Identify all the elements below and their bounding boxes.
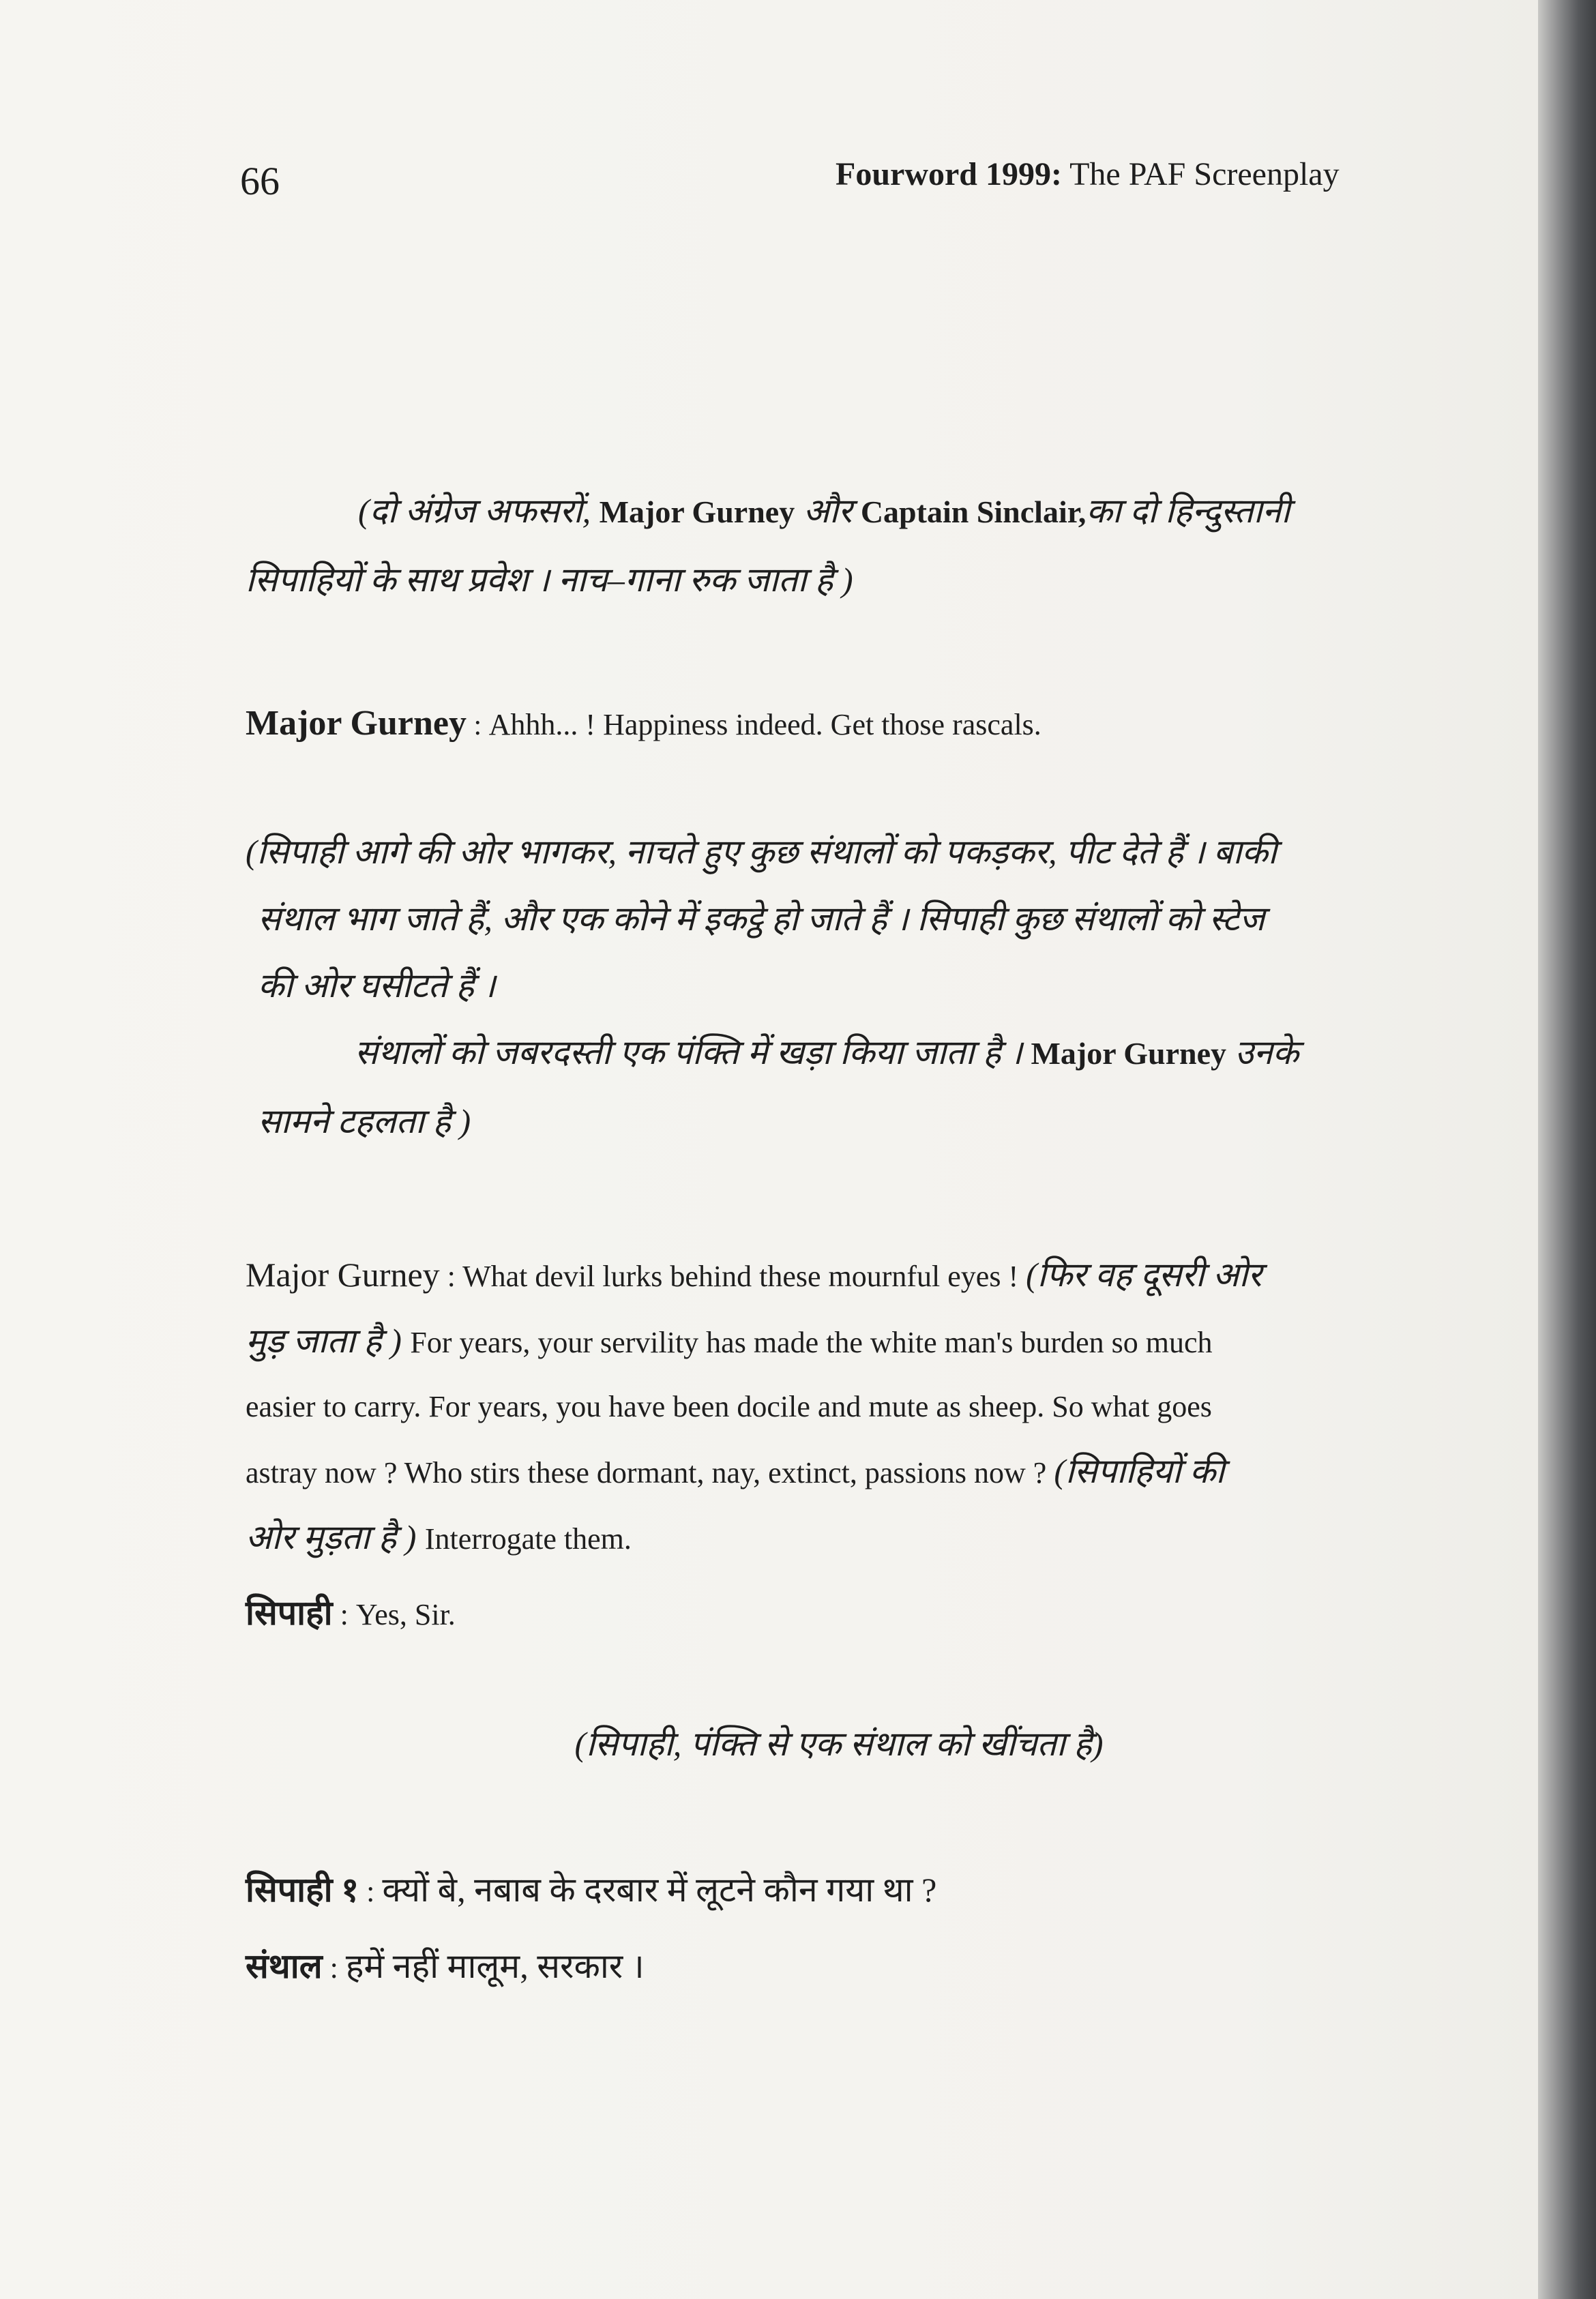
dialogue-santhal: संथाल : हमें नहीं मालूम, सरकार । (246, 1947, 645, 1985)
speaker-name: Major Gurney (246, 704, 467, 743)
speaker-name: सिपाही (246, 1594, 333, 1632)
dialogue-sipahi-1: सिपाही १ : क्यों बे, नबाब के दरबार में लूटने कौन गया था ? (246, 1871, 937, 1909)
page-number: 66 (240, 159, 280, 203)
stage-direction-soldiers: (सिपाही आगे की ओर भागकर, नाचते हुए कुछ संथालों को पकड़कर, पीट देते हैं । बाकी संथाल भाग जाते हैं, और एक कोने में इकट्ठे हो जाते हैं । सिपाही कुछ संथालों को स्टेज की ओर घसीटते हैं । संथालों को जबरदस्ती एक पंक्ति में खड़ा किया जाता है । Major Gurney उनके सामने टहलता है ) (246, 833, 1299, 1140)
dialogue-text: क्यों बे, नबाब के दरबार में लूटने कौन गया था ? (382, 1871, 937, 1909)
stage-direction-pull: (सिपाही, पंक्ति से एक संथाल को खींचता है) (574, 1725, 1104, 1763)
book-spine-shadow (1538, 0, 1596, 2299)
dialogue-gurney-2: Major Gurney : What devil lurks behind these mournful eyes ! (फिर वह दूसरी ओर मुड़ जाता है ) For years, your servility has made the white man's burden so much easier to carry. For years, you have been docile and mute as sheep. So what goes astray now ? Who stirs these dormant, nay, extinct, passions now ? (सिपाहियों की ओर मुड़ता है ) Interrogate them. (246, 1256, 1262, 1556)
stage-direction-entry: (दो अंग्रेज अफसरों, Major Gurney और Captain Sinclair,का दो हिन्दुस्तानी सिपाहियों के साथ प्रवेश । नाच–गाना रुक जाता है ) (246, 492, 1290, 599)
running-header (836, 155, 1340, 193)
running-header-bold: Fourword 1999: (836, 156, 1062, 192)
dialogue-text: हमें नहीं मालूम, सरकार । (345, 1947, 645, 1985)
speaker-name: Major Gurney (246, 1256, 440, 1294)
dialogue-gurney-1: Major Gurney : Ahhh... ! Happiness indeed. Get those rascals. (246, 704, 1041, 743)
speaker-name: सिपाही १ (246, 1871, 359, 1909)
running-header-rest: The PAF Screenplay (1061, 156, 1340, 192)
dialogue-text: Yes, Sir. (355, 1598, 456, 1631)
dialogue-text: Ahhh... ! Happiness indeed. Get those rascals. (488, 708, 1041, 741)
dialogue-sipahi: सिपाही : Yes, Sir. (246, 1594, 456, 1632)
speaker-name: संथाल (246, 1947, 323, 1985)
